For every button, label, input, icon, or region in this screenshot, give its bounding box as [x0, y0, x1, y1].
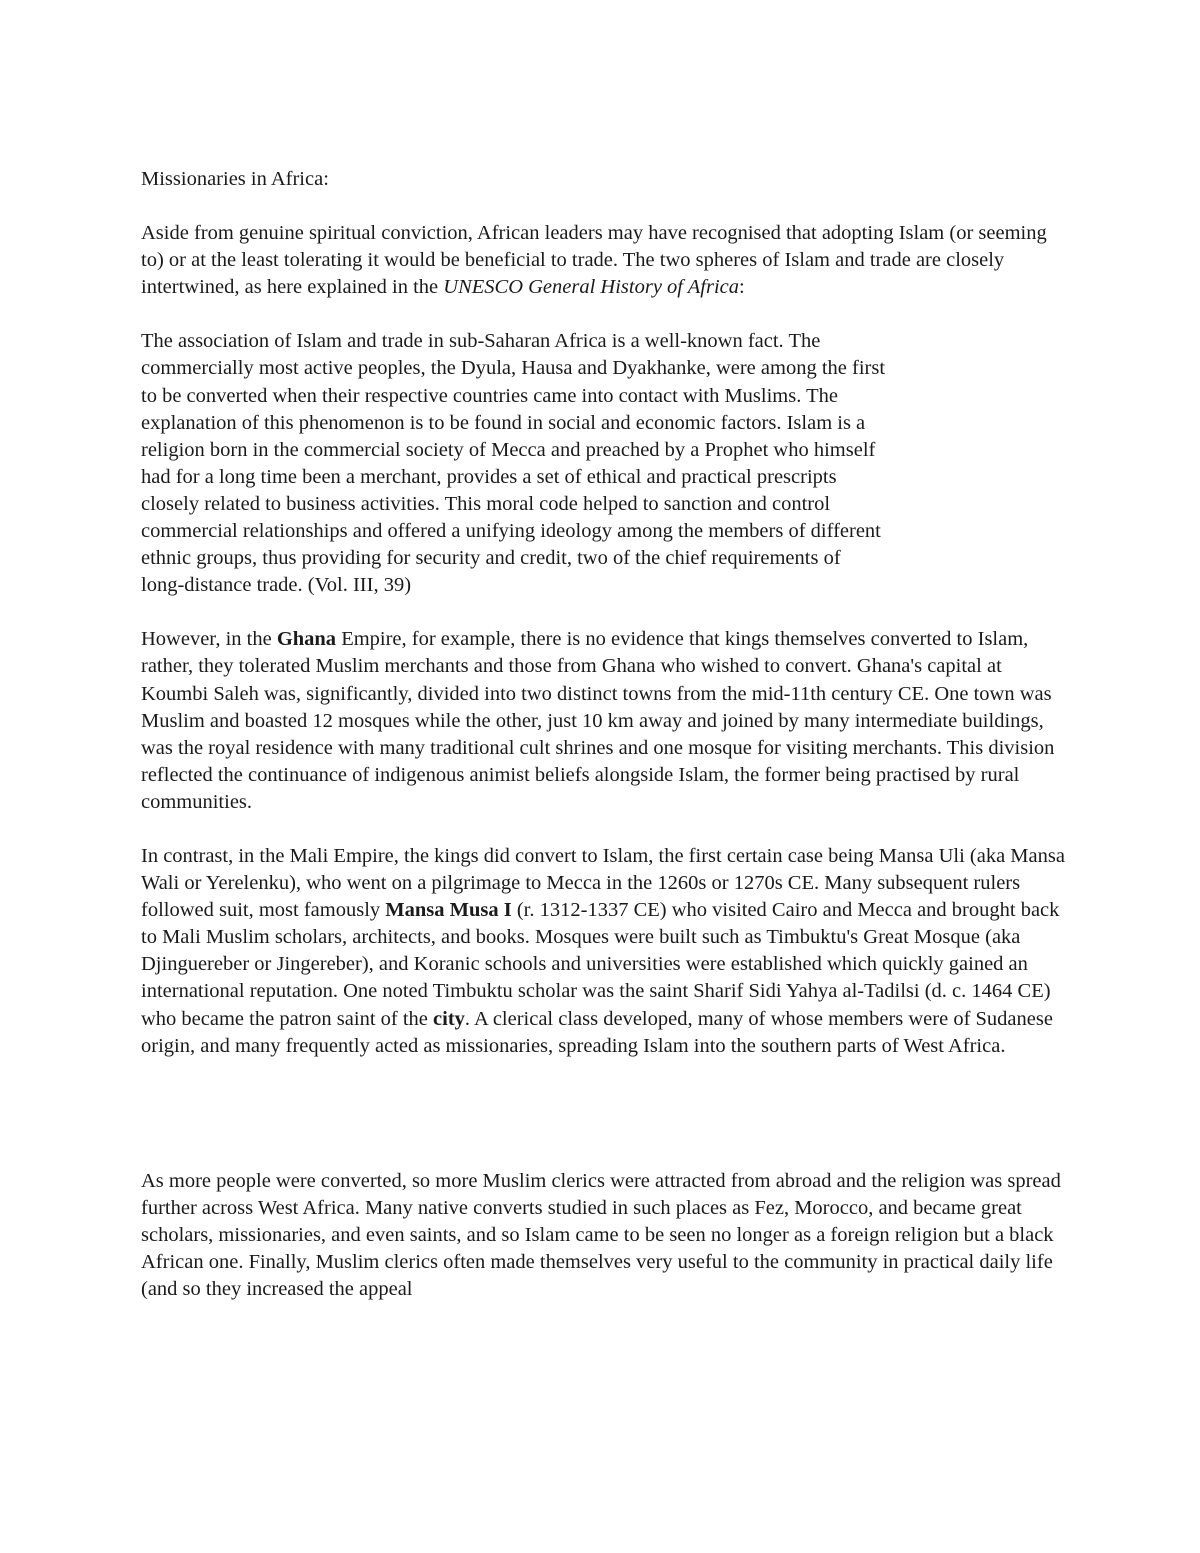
quote-line: had for a long time been a merchant, provides a set of ethical and practical prescripts	[141, 465, 837, 488]
block-quote	[141, 328, 1066, 599]
quote-line: commercially most active peoples, the Dyula, Hausa and Dyakhanke, were among the first	[141, 357, 886, 380]
mali-paragraph	[141, 843, 1066, 1060]
conversion-paragraph: As more people were converted, so more Muslim clerics were attracted from abroad and the religion was spread further across West Africa. Many native converts studied in such places as Fez, Morocco, and became great scholars, missionaries, and even saints, and so Islam came to be seen no longer as a foreign religion but a black African one. Finally, Muslim clerics often made themselves very useful to the community in practical daily life (and so they increased the appeal	[141, 1169, 1061, 1301]
paragraph-spacer	[141, 1087, 1066, 1168]
city-bold: city	[433, 1007, 465, 1030]
quote-line: The association of Islam and trade in sub-Saharan Africa is a well-known fact. The	[141, 330, 821, 353]
quote-line: commercial relationships and offered a unifying ideology among the members of different	[141, 520, 881, 543]
quote-line: explanation of this phenomenon is to be found in social and economic factors. Islam is a	[141, 411, 866, 434]
ghana-text-start: However, in the	[141, 628, 277, 651]
quote-line: closely related to business activities. This moral code helped to sanction and control	[141, 492, 831, 515]
ghana-paragraph	[141, 626, 1066, 816]
mansa-musa-bold: Mansa Musa I	[385, 899, 512, 922]
mali-text-end: . A clerical class developed, many of whose members were of Sudanese origin, and many frequently acted as missionaries, spreading Islam into the southern parts of West Africa.	[141, 1007, 1053, 1057]
mali-text-middle: (r. 1312-1337 CE) who visited Cairo and Mecca and brought back to Mali Muslim scholars, architects, and books. Mosques were built such as Timbuktu's Great Mosque (aka Djinguereber or Jingereber), and Koranic schools and universities were established which quickly gained an international reputation. One noted Timbuktu scholar was the saint Sharif Sidi Yahya al-Tadilsi (d. c. 1464 CE) who became the patron saint of the	[141, 899, 1060, 1030]
quote-line: to be converted when their respective countries came into contact with Muslims. The	[141, 384, 838, 407]
intro-paragraph	[141, 220, 1066, 301]
quote-line: religion born in the commercial society of Mecca and preached by a Prophet who himself	[141, 438, 876, 461]
quote-line: ethnic groups, thus providing for security and credit, two of the chief requirements of	[141, 547, 841, 570]
document-heading: Missionaries in Africa:	[141, 168, 329, 190]
intro-end: :	[738, 276, 745, 299]
intro-text: Aside from genuine spiritual conviction, African leaders may have recognised that adopting Islam (or seeming to) or at the least tolerating it would be beneficial to trade. The two spheres of Islam and trade are closely intertwined, as here explained in the	[141, 222, 1047, 299]
mali-text-start: In contrast, in the Mali Empire, the kings did convert to Islam, the first certain case being Mansa Uli (aka Mansa Wali or Yerelenku), who went on a pilgrimage to Mecca in the 1260s or 1270s CE. Many subsequent rulers followed suit, most famously	[141, 844, 1065, 922]
quote-line: long-distance trade. (Vol. III, 39)	[141, 574, 412, 597]
ghana-text-end: Empire, for example, there is no evidence that kings themselves converted to Islam, rather, they tolerated Muslim merchants and those from Ghana who wished to convert. Ghana's capital at Koumbi Saleh was, significantly, divided into two distinct towns from the mid-11th century CE. One town was Muslim and boasted 12 mosques while the other, just 10 km away and joined by many intermediate buildings, was the royal residence with many traditional cult shrines and one mosque for visiting merchants. This division reflected the continuance of indigenous animist beliefs alongside Islam, the former being practised by rural communities.	[141, 628, 1055, 813]
document-page	[141, 166, 1066, 1303]
ghana-bold: Ghana	[276, 628, 337, 651]
source-title: UNESCO General History of Africa	[443, 276, 739, 299]
